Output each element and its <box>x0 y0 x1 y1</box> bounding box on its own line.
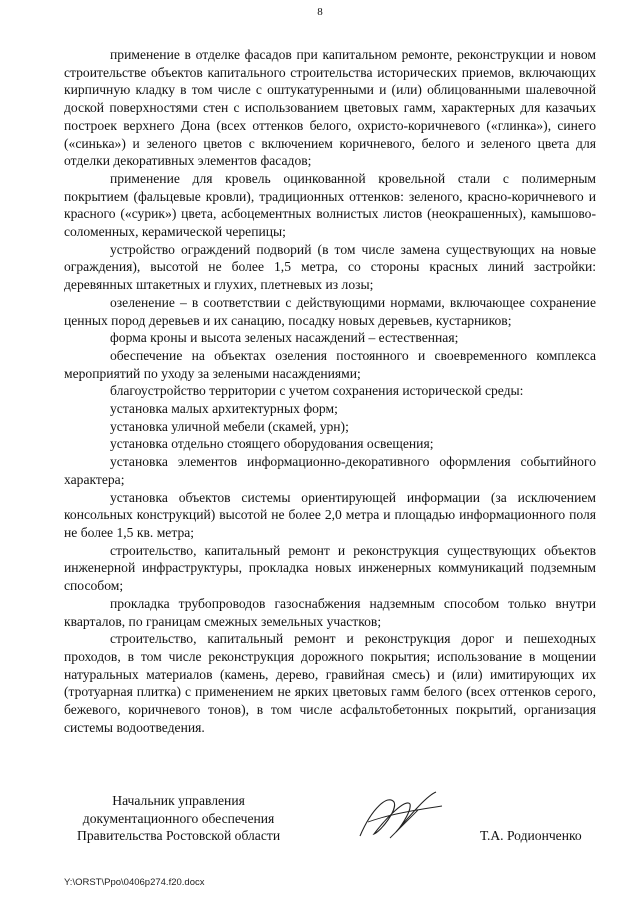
paragraph-territory-improvement: благоустройство территории с учетом сохранения исторической среды: <box>110 383 524 399</box>
paragraph-greenery-care: обеспечение на объектах озеления постоянного и своевременного комплекса мероприятий по уходу за зелеными насаждениями; <box>64 347 596 381</box>
paragraph-landscaping: озеленение – в соответствии с действующими нормами, включающее сохранение ценных пород деревьев и их санацию, посадку новых деревьев, кустарников; <box>64 294 596 328</box>
signatory-name: Т.А. Родионченко <box>480 828 582 843</box>
paragraph-roads: строительство, капитальный ремонт и реконструкция дорог и пешеходных проходов, в том числе реконструкция дорожного покрытия; использование в мощении натуральных материалов (камень, дерево, гравийная смесь) и (или) имитирующих их (тротуарная плитка) с применением не ярких цветовых гамм белого (всех оттенков серого, бежевого, коричневого тонов), в том числе асфальтобетонных покрытий, организация системы водоотведения. <box>64 631 596 735</box>
paragraph-crown-shape: форма кроны и высота зеленых насаждений – естественная; <box>110 330 459 346</box>
paragraph-infrastructure: строительство, капитальный ремонт и реконструкция существующих объектов инженерной инфраструктуры, прокладка новых инженерных коммуникаций подземным способом; <box>64 542 596 594</box>
signatory-title-line: Правительства Ростовской области <box>77 828 281 844</box>
signatory-title-line: Начальник управления <box>112 793 245 808</box>
paragraph-lighting: установка отдельно стоящего оборудования освещения; <box>110 436 434 452</box>
paragraph-street-furniture: установка уличной мебели (скамей, урн); <box>110 418 349 434</box>
handwritten-signature <box>350 788 450 844</box>
signature-block <box>0 792 640 852</box>
paragraph-fencing: устройство ограждений подворий (в том числе замена существующих на новые ограждения), высотой не более 1,5 метра, со стороны красных линий застройки: деревянных штакетных и глухих, плетневых из лозы; <box>64 241 596 293</box>
paragraph-facade-finishing: применение в отделке фасадов при капитальном ремонте, реконструкции и новом строительстве объектов капитального строительства исторических приемов, включающих кирпичную кладку в том числе с оштукатуренными и (или) облицованными шалевочной доской поверхностями стен с использованием цветовых гамм, характерных для казачьих построек верхнего Дона (всех оттенков белого, охристо-коричневого («глинка»), синего («синька») и зеленого цветов с включением коричневого, белого и зеленого цвета для отделки декоративных элементов фасадов; <box>64 47 596 169</box>
paragraph-small-forms: установка малых архитектурных форм; <box>110 401 338 417</box>
document-body <box>64 46 596 736</box>
page-number: 8 <box>317 6 323 18</box>
signatory-title <box>77 792 280 845</box>
file-path: Y:\ORST\Ppo\0406p274.f20.docx <box>64 877 205 888</box>
paragraph-wayfinding: установка объектов системы ориентирующей информации (за исключением консольных конструкций) высотой не более 2,0 метра и площадью информационного поля не более 1,5 кв. метра; <box>64 489 596 540</box>
paragraph-roofing: применение для кровель оцинкованной кровельной стали с полимерным покрытием (фальцевые кровли), традиционных оттенков: зеленого, красно-коричневого и красного («сурик») цвета, асбоцементных волнистых листов (неокрашенных), камышово-соломенных, керамической черепицы; <box>64 170 596 240</box>
paragraph-gas-pipelines: прокладка трубопроводов газоснабжения надземным способом только внутри кварталов, по границам смежных земельных участков; <box>64 595 596 629</box>
signatory-title-line: документационного обеспечения <box>82 810 275 826</box>
paragraph-decorative-elements: установка элементов информационно-декоративного оформления событийного характера; <box>64 454 596 487</box>
